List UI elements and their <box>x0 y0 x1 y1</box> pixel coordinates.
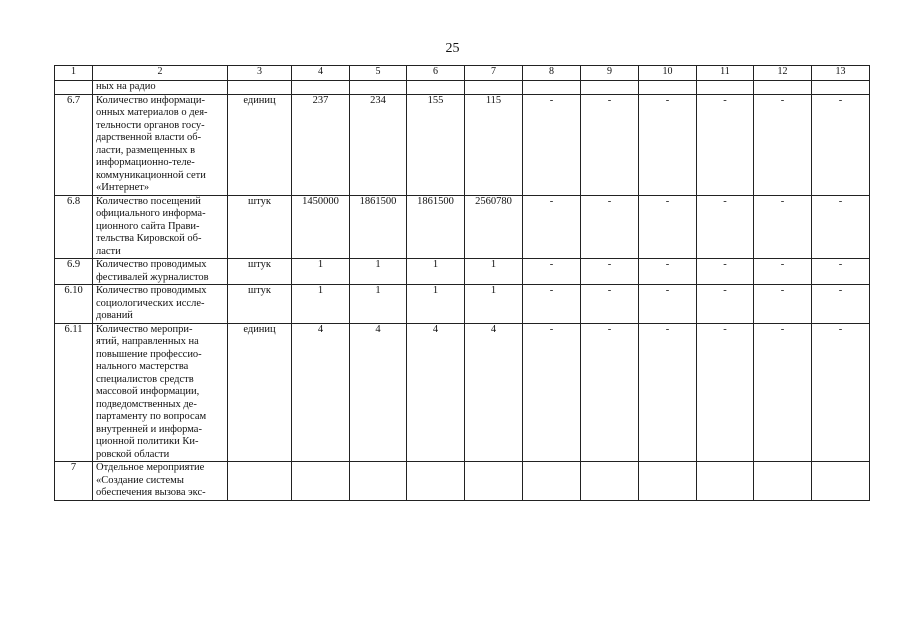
value-cell: - <box>812 259 870 285</box>
row-number: 6.7 <box>55 94 93 195</box>
value-cell <box>407 462 465 501</box>
value-cell <box>639 81 697 95</box>
value-cell: - <box>523 323 581 462</box>
value-cell <box>465 462 523 501</box>
unit-cell: единиц <box>228 94 292 195</box>
value-cell: 4 <box>465 323 523 462</box>
table-row <box>55 462 870 501</box>
table-row <box>55 94 870 195</box>
value-cell: 237 <box>292 94 350 195</box>
value-cell <box>407 81 465 95</box>
value-cell <box>812 81 870 95</box>
value-cell <box>350 81 407 95</box>
row-number: 6.11 <box>55 323 93 462</box>
value-cell: - <box>523 259 581 285</box>
column-header: 2 <box>93 66 228 81</box>
value-cell: - <box>697 259 754 285</box>
value-cell: - <box>754 259 812 285</box>
row-number: 6.8 <box>55 195 93 259</box>
value-cell: 4 <box>292 323 350 462</box>
unit-cell: штук <box>228 259 292 285</box>
value-cell: - <box>697 94 754 195</box>
value-cell: - <box>523 195 581 259</box>
value-cell: 1861500 <box>350 195 407 259</box>
value-cell: - <box>581 323 639 462</box>
value-cell: - <box>639 94 697 195</box>
indicator-name: Количество информаци- онных материалов о дея- тельности органов госу- дарственной власти об- ласти, размещенных в информационно-теле- коммуникационной сети «Интернет» <box>93 94 228 195</box>
value-cell <box>292 81 350 95</box>
value-cell: 1 <box>292 285 350 324</box>
table-row <box>55 285 870 324</box>
value-cell: - <box>754 94 812 195</box>
indicator-name: Количество проводимых фестивалей журналистов <box>93 259 228 285</box>
value-cell: 4 <box>350 323 407 462</box>
table-row <box>55 81 870 95</box>
table-row <box>55 195 870 259</box>
value-cell <box>523 462 581 501</box>
value-cell: - <box>581 94 639 195</box>
value-cell: 1 <box>292 259 350 285</box>
indicator-name: ных на радио <box>93 81 228 95</box>
value-cell <box>754 462 812 501</box>
value-cell: - <box>581 259 639 285</box>
column-header: 6 <box>407 66 465 81</box>
value-cell <box>697 462 754 501</box>
value-cell: 2560780 <box>465 195 523 259</box>
column-header: 9 <box>581 66 639 81</box>
value-cell: 1 <box>350 259 407 285</box>
value-cell: - <box>639 195 697 259</box>
value-cell: - <box>754 323 812 462</box>
value-cell: - <box>581 285 639 324</box>
value-cell: - <box>697 323 754 462</box>
column-header: 8 <box>523 66 581 81</box>
indicator-name: Количество посещений официального информа- ционного сайта Прави- тельства Кировской об- ласти <box>93 195 228 259</box>
value-cell: - <box>754 195 812 259</box>
value-cell: - <box>812 94 870 195</box>
value-cell <box>350 462 407 501</box>
value-cell: 1861500 <box>407 195 465 259</box>
value-cell: 1 <box>465 259 523 285</box>
unit-cell: штук <box>228 195 292 259</box>
value-cell: 234 <box>350 94 407 195</box>
value-cell: - <box>812 285 870 324</box>
indicator-name: Количество меропри- ятий, направленных на повышение профессио- нального мастерства специалистов средств массовой информации, подведомственных де- партаменту по вопросам внутренней и информа- ционной политики Ки- ровской области <box>93 323 228 462</box>
row-number: 6.9 <box>55 259 93 285</box>
value-cell: - <box>812 195 870 259</box>
row-number <box>55 81 93 95</box>
column-header: 10 <box>639 66 697 81</box>
column-header: 4 <box>292 66 350 81</box>
table-row <box>55 259 870 285</box>
column-header: 7 <box>465 66 523 81</box>
value-cell: 155 <box>407 94 465 195</box>
column-header: 1 <box>55 66 93 81</box>
column-header: 11 <box>697 66 754 81</box>
value-cell <box>292 462 350 501</box>
column-header: 13 <box>812 66 870 81</box>
value-cell: 1450000 <box>292 195 350 259</box>
indicator-name: Количество проводимых социологических иссле- дований <box>93 285 228 324</box>
column-header: 3 <box>228 66 292 81</box>
indicators-table <box>54 65 870 501</box>
value-cell: - <box>812 323 870 462</box>
value-cell: - <box>581 195 639 259</box>
value-cell <box>639 462 697 501</box>
value-cell <box>465 81 523 95</box>
value-cell <box>581 81 639 95</box>
header-row <box>55 66 870 81</box>
value-cell: 1 <box>407 259 465 285</box>
page-number: 25 <box>445 41 460 56</box>
unit-cell <box>228 81 292 95</box>
value-cell: - <box>754 285 812 324</box>
value-cell <box>697 81 754 95</box>
value-cell: 1 <box>350 285 407 324</box>
value-cell <box>523 81 581 95</box>
row-number: 6.10 <box>55 285 93 324</box>
indicator-name: Отдельное мероприятие «Создание системы обеспечения вызова экс- <box>93 462 228 501</box>
value-cell: - <box>523 285 581 324</box>
value-cell: 115 <box>465 94 523 195</box>
value-cell: - <box>639 323 697 462</box>
unit-cell: штук <box>228 285 292 324</box>
column-header: 12 <box>754 66 812 81</box>
value-cell: - <box>697 195 754 259</box>
value-cell <box>812 462 870 501</box>
value-cell: - <box>639 285 697 324</box>
unit-cell: единиц <box>228 323 292 462</box>
value-cell <box>581 462 639 501</box>
row-number: 7 <box>55 462 93 501</box>
value-cell: - <box>523 94 581 195</box>
value-cell: - <box>697 285 754 324</box>
unit-cell <box>228 462 292 501</box>
value-cell: 1 <box>465 285 523 324</box>
value-cell: 4 <box>407 323 465 462</box>
table-row <box>55 323 870 462</box>
column-header: 5 <box>350 66 407 81</box>
value-cell: 1 <box>407 285 465 324</box>
value-cell <box>754 81 812 95</box>
value-cell: - <box>639 259 697 285</box>
